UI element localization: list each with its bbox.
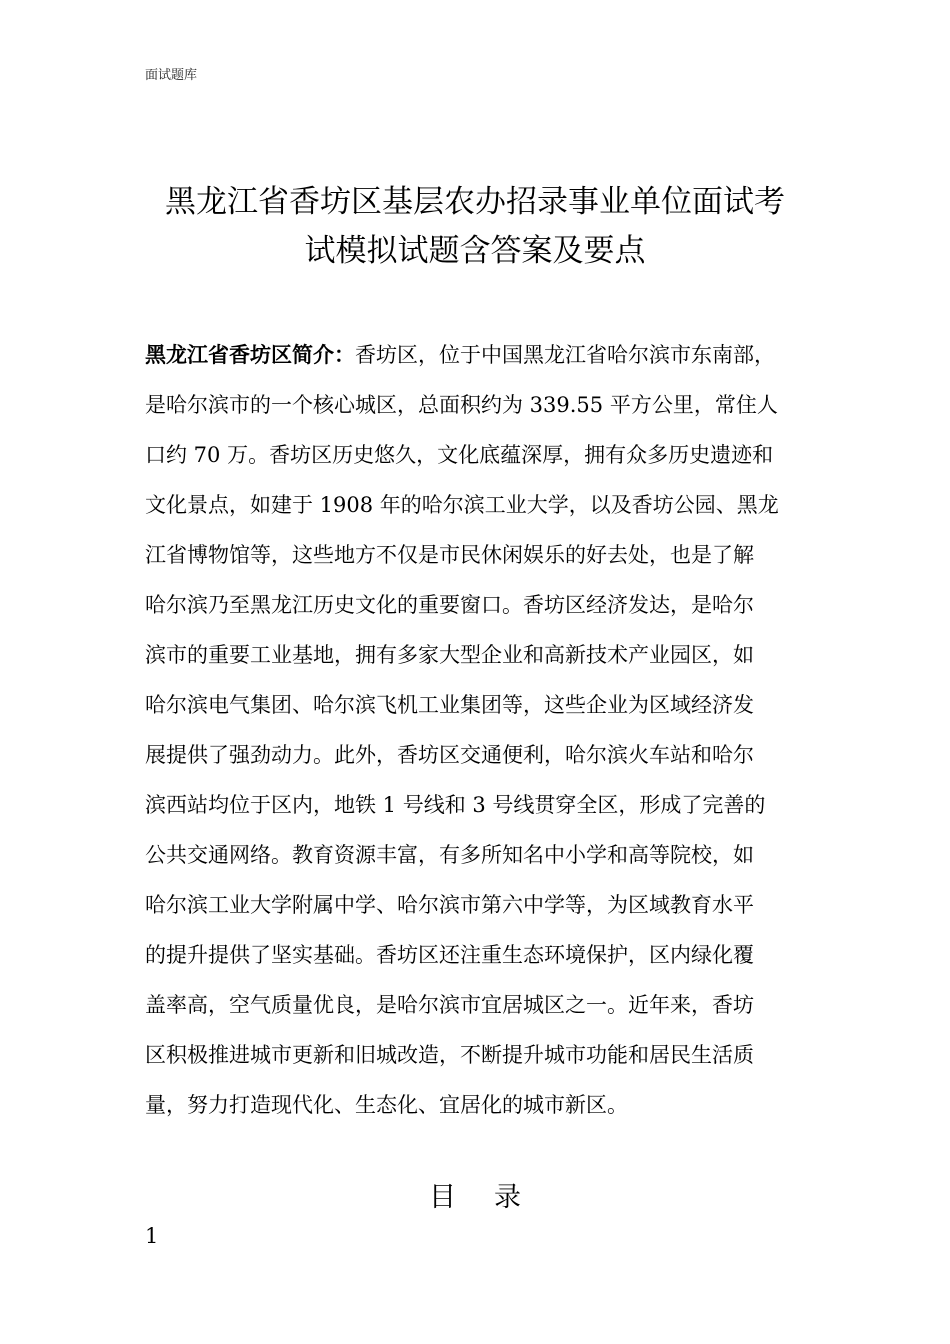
paragraph-line-text: 香坊区，位于中国黑龙江省哈尔滨市东南部，: [355, 343, 775, 367]
toc-heading: 目录: [429, 1182, 559, 1213]
paragraph-line: 哈尔滨工业大学附属中学、哈尔滨市第六中学等，为区域教育水平: [145, 893, 754, 917]
document-title-line-1: 黑龙江省香坊区基层农办招录事业单位面试考: [165, 184, 785, 220]
paragraph-line: 区积极推进城市更新和旧城改造，不断提升城市功能和居民生活质: [145, 1043, 754, 1067]
paragraph-line: 哈尔滨乃至黑龙江历史文化的重要窗口。香坊区经济发达，是哈尔: [145, 593, 754, 617]
running-header: 面试题库: [145, 68, 198, 83]
paragraph-line: 展提供了强劲动力。此外，香坊区交通便利，哈尔滨火车站和哈尔: [145, 743, 754, 767]
paragraph-line: 的提升提供了坚实基础。香坊区还注重生态环境保护，区内绿化覆: [145, 943, 754, 967]
paragraph-line: 哈尔滨电气集团、哈尔滨飞机工业集团等，这些企业为区域经济发: [145, 693, 754, 717]
document-title-line-2: 试模拟试题含答案及要点: [304, 233, 646, 269]
paragraph-line: 滨市的重要工业基地，拥有多家大型企业和高新技术产业园区，如: [145, 643, 754, 667]
paragraph-line: 是哈尔滨市的一个核心城区，总面积约为 339.55 平方公里，常住人: [145, 393, 778, 417]
paragraph-line: 江省博物馆等，这些地方不仅是市民休闲娱乐的好去处，也是了解: [145, 543, 754, 567]
paragraph-line: 盖率高，空气质量优良，是哈尔滨市宜居城区之一。近年来，香坊: [145, 993, 754, 1017]
paragraph-line: [145, 330, 825, 380]
paragraph-line: 公共交通网络。教育资源丰富，有多所知名中小学和高等院校，如: [145, 843, 754, 867]
paragraph-line: 文化景点，如建于 1908 年的哈尔滨工业大学，以及香坊公园、黑龙: [145, 493, 779, 517]
page-number: 1: [145, 1224, 159, 1248]
intro-paragraph: [145, 330, 825, 1130]
paragraph-line: 量，努力打造现代化、生态化、宜居化的城市新区。: [145, 1093, 628, 1117]
intro-label: 黑龙江省香坊区简介：: [145, 343, 355, 367]
paragraph-line: 滨西站均位于区内，地铁 1 号线和 3 号线贯穿全区，形成了完善的: [145, 793, 766, 817]
paragraph-line: 口约 70 万。香坊区历史悠久，文化底蕴深厚，拥有众多历史遗迹和: [145, 443, 774, 467]
